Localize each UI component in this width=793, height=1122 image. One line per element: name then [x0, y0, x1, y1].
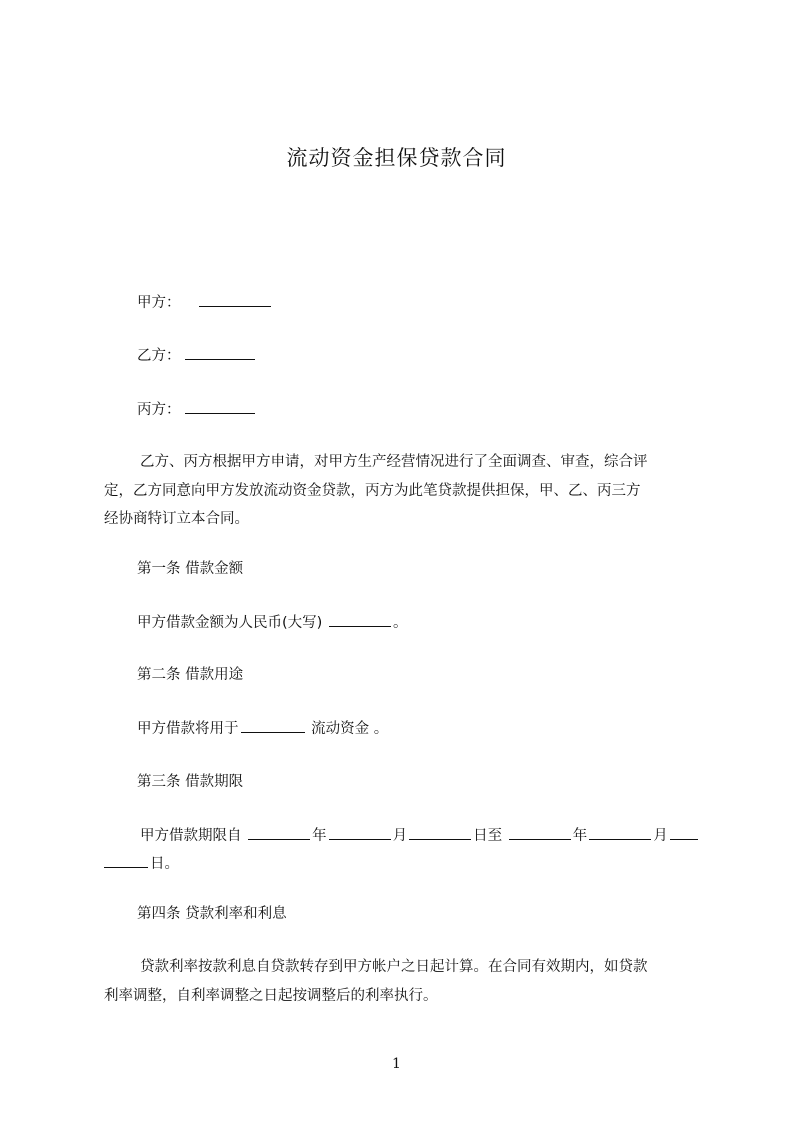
intro-line-2: 定，乙方同意向甲方发放流动资金贷款，丙方为此笔贷款提供担保，甲、乙、丙三方 — [104, 483, 641, 499]
page-title: 流动资金担保贷款合同 — [286, 146, 507, 170]
end-year-blank — [509, 825, 571, 840]
article-2-purpose: 流动资金 — [306, 721, 374, 737]
start-month-blank — [329, 825, 391, 840]
start-day-blank — [409, 825, 471, 840]
end-month-blank — [589, 825, 651, 840]
article-2-text — [137, 718, 388, 739]
party-a-label: 甲方： — [137, 295, 181, 311]
article-4-line-1: 贷款利率按款利息自贷款转存到甲方帐户之日起计算。在合同有效期内，如贷款 — [140, 959, 648, 975]
party-b-label: 乙方： — [137, 348, 181, 364]
end-year-label: 年 — [572, 828, 588, 844]
article-1-text-after: 。 — [392, 615, 408, 631]
party-c-label: 丙方： — [137, 402, 181, 418]
party-a-line — [137, 292, 273, 313]
party-c-line — [137, 399, 257, 420]
page-number: 1 — [392, 1056, 401, 1072]
article-3-text-line-2 — [104, 853, 179, 874]
end-day-label: 日。 — [150, 856, 179, 872]
article-4-line-2: 利率调整，自利率调整之日起按调整后的利率执行。 — [104, 988, 438, 1004]
start-day-label: 日至 — [473, 828, 507, 844]
purpose-blank — [241, 718, 305, 733]
end-day-blank-part-2 — [104, 853, 148, 868]
party-a-blank — [199, 292, 271, 307]
article-2-text-after: 。 — [373, 721, 389, 737]
article-1-text — [137, 612, 407, 633]
party-c-blank — [185, 399, 255, 414]
intro-line-1: 乙方、丙方根据甲方申请，对甲方生产经营情况进行了全面调查、审查，综合评 — [140, 454, 648, 470]
end-day-blank-part-1 — [670, 825, 698, 840]
article-3-heading: 第三条 借款期限 — [137, 774, 244, 790]
term-start-label: 甲方借款期限自 — [140, 828, 247, 844]
start-month-label: 月 — [392, 828, 408, 844]
article-1-text-before: 甲方借款金额为人民币(大写) — [137, 615, 327, 631]
amount-blank — [329, 612, 391, 627]
article-1-heading: 第一条 借款金额 — [137, 561, 244, 577]
article-2-text-before: 甲方借款将用于 — [137, 721, 239, 737]
intro-line-3: 经协商特订立本合同。 — [104, 511, 249, 527]
article-3-text-line-1 — [140, 825, 700, 846]
start-year-label: 年 — [312, 828, 327, 844]
start-year-blank — [248, 825, 310, 840]
party-b-blank — [185, 345, 255, 360]
article-2-heading: 第二条 借款用途 — [137, 667, 244, 683]
party-b-line — [137, 345, 257, 366]
article-4-heading: 第四条 贷款利率和利息 — [137, 906, 287, 922]
end-month-label: 月 — [653, 828, 668, 844]
